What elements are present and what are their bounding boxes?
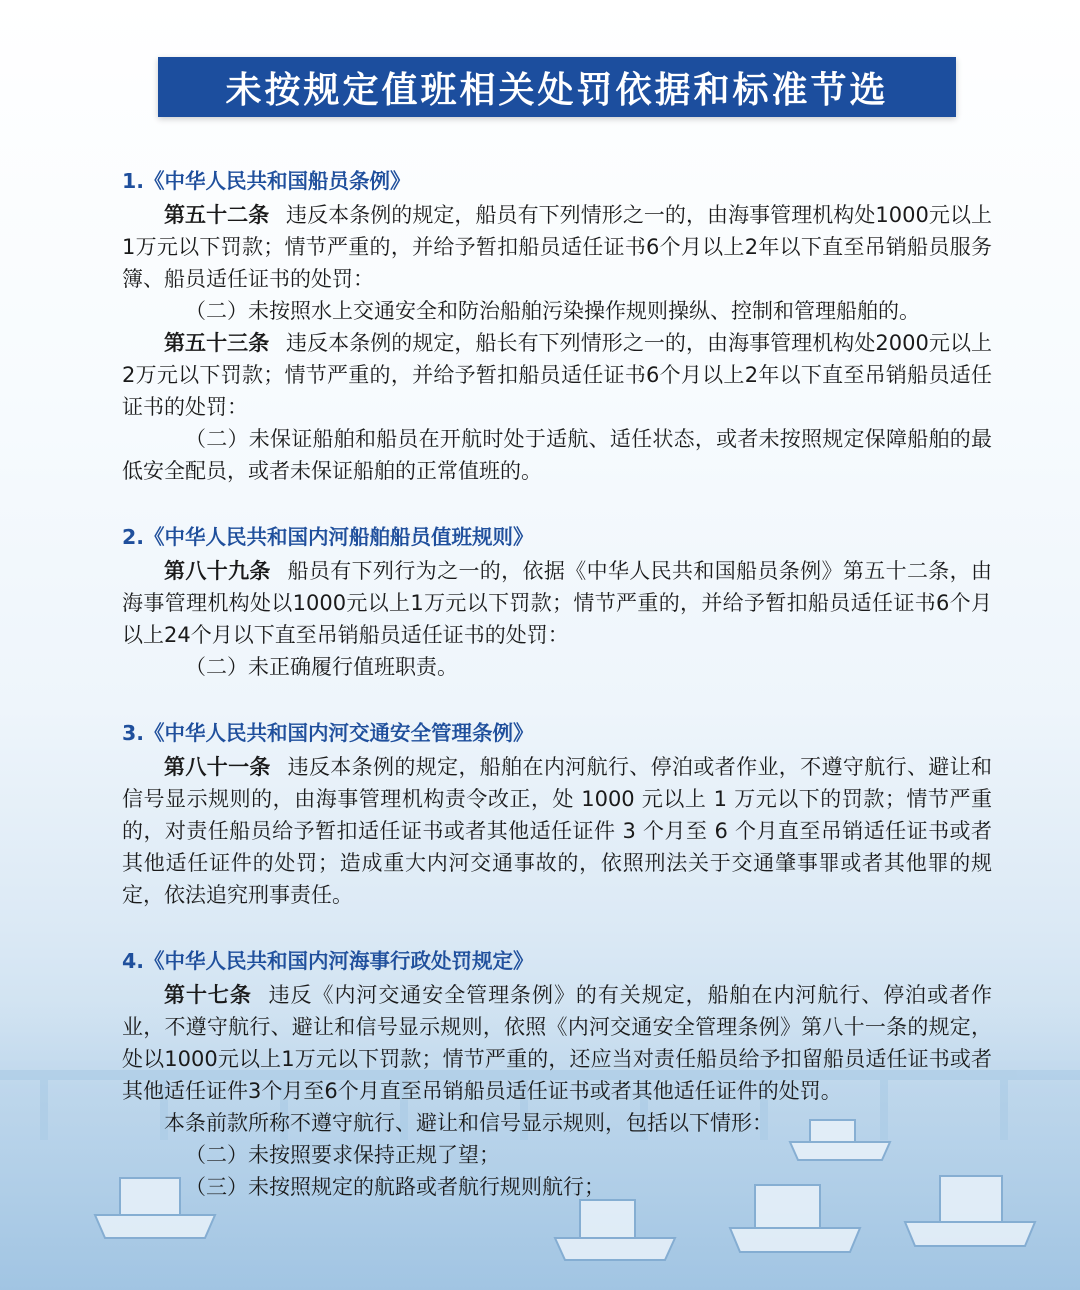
page-title: 未按规定值班相关处罚依据和标准节选 bbox=[225, 69, 889, 111]
paragraph: （三）未按照规定的航路或者航行规则航行； bbox=[185, 1175, 605, 1199]
section-title: 2.《中华人民共和国内河船舶船员值班规则》 bbox=[122, 525, 534, 549]
article-label: 第八十一条 bbox=[164, 755, 271, 779]
section-seafarer-regulations bbox=[122, 163, 992, 487]
document-body bbox=[122, 163, 992, 1235]
paragraph: 本条前款所称不遵守航行、避让和信号显示规则，包括以下情形： bbox=[164, 1111, 773, 1135]
paragraph: （二）未按照要求保持正规了望； bbox=[185, 1143, 500, 1167]
section-title: 3.《中华人民共和国内河交通安全管理条例》 bbox=[122, 721, 534, 745]
paragraph-text: 违反本条例的规定，船长有下列情形之一的，由海事管理机构处2000元以上2万元以下罚款；情节严重的，并给予暂扣船员适任证书6个月以上2年以下直至吊销船员适任证书的处罚： bbox=[122, 331, 992, 419]
section-title: 1.《中华人民共和国船员条例》 bbox=[122, 169, 411, 193]
section-title: 4.《中华人民共和国内河海事行政处罚规定》 bbox=[122, 949, 534, 973]
article-label: 第十七条 bbox=[164, 983, 252, 1007]
paragraph: （二）未保证船舶和船员在开航时处于适航、适任状态，或者未按照规定保障船舶的最低安全配员，或者未保证船舶的正常值班的。 bbox=[122, 427, 992, 483]
page-title-banner bbox=[158, 57, 956, 117]
paragraph: （二）未正确履行值班职责。 bbox=[185, 655, 458, 679]
section-inland-watch-rules bbox=[122, 519, 992, 683]
paragraph-text: 船员有下列行为之一的，依据《中华人民共和国船员条例》第五十二条，由海事管理机构处以1000元以上1万元以下罚款；情节严重的，并给予暂扣船员适任证书6个月以上24个月以下直至吊销船员适任证书的处罚： bbox=[122, 559, 993, 647]
paragraph-text: 违反《内河交通安全管理条例》的有关规定，船舶在内河航行、停泊或者作业，不遵守航行、避让和信号显示规则，依照《内河交通安全管理条例》第八十一条的规定，处以1000元以上1万元以下罚款；情节严重的，还应当对责任船员给予扣留船员适任证书或者其他适任证件3个月至6个月直至吊销船员适任证书或者其他适任证件的处罚。 bbox=[122, 983, 993, 1103]
paragraph: （二）未按照水上交通安全和防治船舶污染操作规则操纵、控制和管理船舶的。 bbox=[185, 299, 920, 323]
article-label: 第五十三条 bbox=[164, 331, 270, 355]
section-inland-maritime-penalties bbox=[122, 943, 992, 1203]
section-inland-traffic-safety bbox=[122, 715, 992, 911]
article-label: 第五十二条 bbox=[164, 203, 270, 227]
paragraph bbox=[122, 199, 992, 295]
paragraph bbox=[122, 555, 992, 651]
paragraph bbox=[122, 979, 992, 1107]
paragraph bbox=[122, 751, 992, 911]
paragraph-text: 违反本条例的规定，船舶在内河航行、停泊或者作业，不遵守航行、避让和信号显示规则的，由海事管理机构责令改正，处 1000 元以上 1 万元以下的罚款；情节严重的，对责任船员给予暂扣适任证书或者其他适任证件 3 个月至 6 个月直至吊销适任证书或者其他适任证件的处罚；造成重大内河交通事故的，依照刑法关于交通肇事罪或者其他罪的规定，依法追究刑事责任。 bbox=[122, 755, 993, 907]
paragraph bbox=[122, 327, 992, 423]
paragraph-text: 违反本条例的规定，船员有下列情形之一的，由海事管理机构处1000元以上1万元以下罚款；情节严重的，并给予暂扣船员适任证书6个月以上2年以下直至吊销船员服务簿、船员适任证书的处罚： bbox=[122, 203, 992, 291]
article-label: 第八十九条 bbox=[164, 559, 271, 583]
